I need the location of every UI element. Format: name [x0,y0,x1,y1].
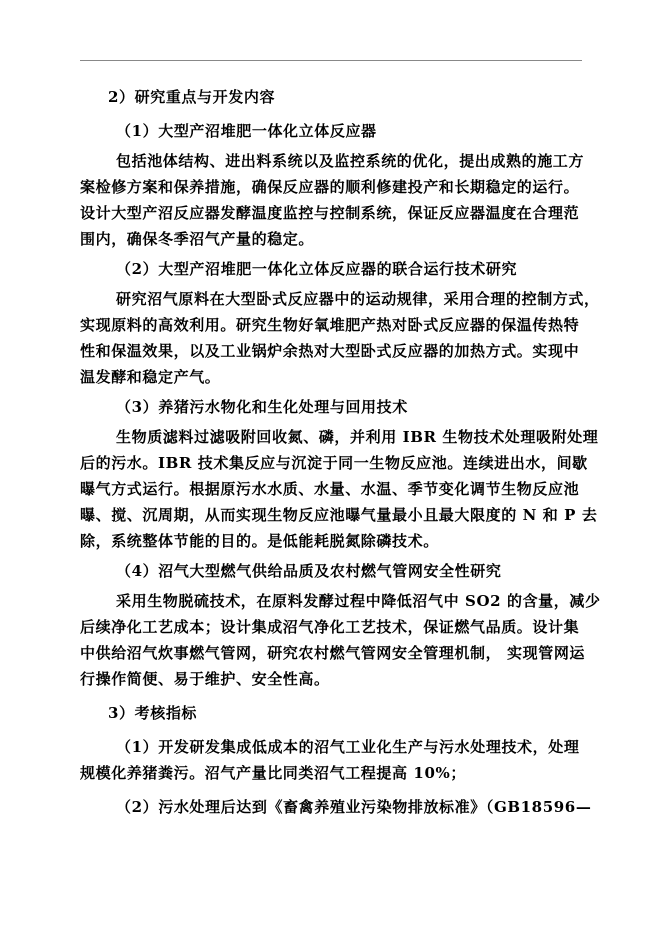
target1-line: 规模化养猪粪污。沼气产量比同类沼气工程提高 10%； [80,764,466,782]
item1-title: （1）大型产沼堆肥一体化立体反应器 [116,122,377,140]
paragraph-line: 除，系统整体节能的目的。是低能耗脱氮除磷技术。 [80,532,439,550]
item2-title: （2）大型产沼堆肥一体化立体反应器的联合运行技术研究 [116,260,518,278]
paragraph-line: 案检修方案和保养措施，确保反应器的顺利修建投产和长期稳定的运行。 [80,178,580,196]
section-heading-research: 2）研究重点与开发内容 [108,88,276,106]
target2-line: （2）污水处理后达到《畜禽养殖业污染物排放标准》（GB18596— [116,798,592,816]
paragraph-line: 中供给沼气炊事燃气管网，研究农村燃气管网安全管理机制， 实现管网运 [80,644,586,662]
paragraph-line: 行操作简便、易于维护、安全性高。 [80,670,330,688]
item3-title: （3）养猪污水物化和生化处理与回用技术 [116,398,408,416]
header-rule [80,60,582,61]
paragraph-line: 生物质滤料过滤吸附回收氮、磷，并利用 IBR 生物技术处理吸附处理 [116,428,599,446]
paragraph-line: 采用生物脱硫技术，在原料发酵过程中降低沼气中 SO2 的含量，减少 [116,592,601,610]
item1-paragraph [80,148,585,252]
paragraph-line: 研究沼气原料在大型卧式反应器中的运动规律，采用合理的控制方式， [116,290,600,308]
paragraph-line: 后的污水。IBR 技术集反应与沉淀于同一生物反应池。连续进出水，间歇 [80,454,588,472]
paragraph-line: 围内，确保冬季沼气产量的稳定。 [80,230,315,248]
paragraph-line: 曝气方式运行。根据原污水水质、水量、水温、季节变化调节生物反应池 [80,480,580,498]
paragraph-line: 实现原料的高效利用。研究生物好氧堆肥产热对卧式反应器的保温传热特 [80,316,580,334]
paragraph-line: 性和保温效果，以及工业锅炉余热对大型卧式反应器的加热方式。实现中 [80,342,580,360]
item3-paragraph [80,424,599,554]
item2-paragraph [80,286,600,390]
document-body [80,84,601,820]
item4-title: （4）沼气大型燃气供给品质及农村燃气管网安全性研究 [116,562,502,580]
section-heading-assessment: 3）考核指标 [108,704,198,722]
paragraph-line: 包括池体结构、进出料系统以及监控系统的优化，提出成熟的施工方 [116,152,585,170]
target1-line: （1）开发研发集成低成本的沼气工业化生产与污水处理技术，处理 [116,738,580,756]
item4-paragraph [80,588,601,692]
paragraph-line: 曝、搅、沉周期，从而实现生物反应池曝气量最小且最大限度的 N 和 P 去 [80,506,598,524]
paragraph-line: 设计大型产沼反应器发酵温度监控与控制系统，保证反应器温度在合理范 [80,204,580,222]
paragraph-line: 温发酵和稳定产气。 [80,368,221,386]
paragraph-line: 后续净化工艺成本；设计集成沼气净化工艺技术，保证燃气品质。设计集 [80,618,580,636]
